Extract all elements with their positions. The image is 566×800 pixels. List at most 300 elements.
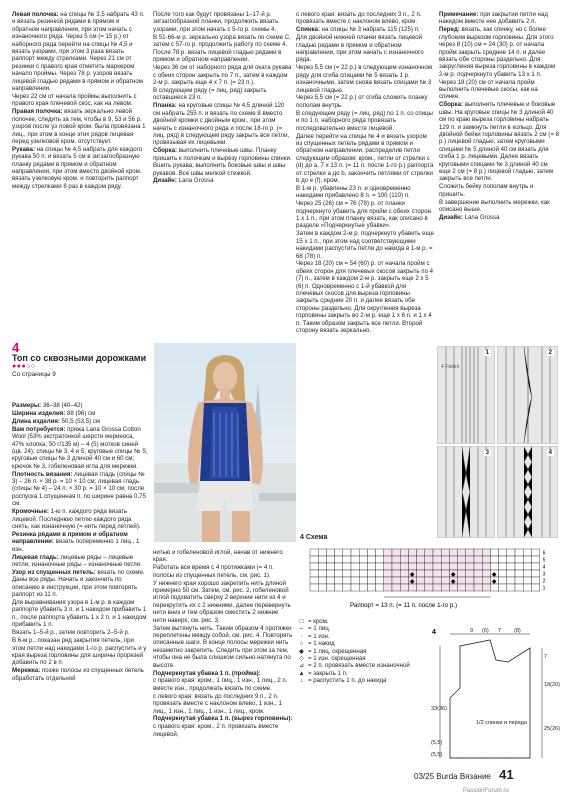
chart-cell: [417, 563, 425, 570]
chart-row-number: 5: [542, 557, 546, 564]
paragraph-heading: Вам потребуется:: [12, 425, 66, 433]
chart-cell: [335, 556, 343, 563]
chart-cell: [326, 577, 334, 584]
paragraph-text: лицевые ряды – лицевые петли, изнаночные ряды – изнаночные петли.: [12, 553, 142, 569]
legend-symbol: ◇: [299, 655, 304, 663]
chart-cell: [482, 584, 490, 591]
chart-cell: [433, 556, 441, 563]
legend-text: = 2 п. провязать вместе изнаночной: [308, 662, 410, 670]
chart-cell: [359, 577, 367, 584]
chart-cell: [417, 556, 425, 563]
paragraph-text: с левого края: вязать до последних 9 п., 2 п. провязать вместе с наклоном влево, 1 изн., 1 лиц., 1 изн., 1 лиц., 1 изн., 1 лиц., кром.: [153, 692, 282, 715]
paragraph: [12, 508, 148, 530]
paragraph-text: Сложить бейку пополам внутрь и пришить.: [439, 183, 534, 198]
chart-cell: [490, 556, 498, 563]
paragraph: [153, 677, 293, 692]
paragraph: [439, 183, 559, 198]
paragraph: [439, 26, 559, 78]
paragraph-text: нитью и гобеленовой иглой, начав от нижнего края.: [153, 549, 283, 564]
paragraph-text: Через 18 (20) см от начала пройм выполнить плечевые скосы, как на спинке.: [439, 78, 538, 101]
chart-cell: [359, 556, 367, 563]
chart-cell: [523, 563, 531, 570]
model-photo: [154, 343, 296, 542]
schema-title: 4 Схема: [300, 534, 328, 541]
chart-cell: [392, 584, 400, 591]
chart-row-number: 1: [542, 585, 546, 592]
paragraph-text: Для выравнивания узора в 1-м р. в каждом раппорте убавить 3 п. и 1 накидом прибавить 1 п., после раппорта убавить 1 х 2 п. и 1 накидом прибавить 1 п.: [12, 599, 147, 629]
chart-cell: [482, 577, 490, 584]
chart-cell: [326, 563, 334, 570]
chart-cell: [326, 556, 334, 563]
chart-cell: [458, 556, 466, 563]
chart-symbol: ◆: [491, 579, 497, 585]
chart-cell: [318, 549, 326, 556]
chart-cell: [310, 563, 318, 570]
chart-cell: [449, 584, 457, 591]
chart-cell: [400, 584, 408, 591]
figure-1-number: 1: [485, 350, 489, 356]
chart-symbol: ◆: [450, 572, 456, 578]
paragraph-text: 1-ю п. каждого ряда вязать лицевой. Последнюю петлю каждого ряда снять, как изнаночную (= нить перед петлей).: [12, 508, 141, 530]
legend-symbol: ○: [299, 640, 304, 648]
paragraph: [296, 94, 434, 109]
chart-cell: [482, 549, 490, 556]
column-1-bottom: [12, 402, 148, 682]
chart-cell: [490, 584, 498, 591]
figure-2-number: 2: [548, 350, 552, 356]
paragraph-text: лицевая гладь (спицы № 3) – 26 п. × 38 р. = 10 × 10 см; лицевая гладь (спицы № 4) – 24 п. × 30 р. = 10 × 10 см; после роспуска 1 спущенная п. по ширине равна 0,75 см.: [12, 470, 146, 508]
chart-cell: [335, 584, 343, 591]
chart-cell: [474, 577, 482, 584]
chart-cell: [318, 563, 326, 570]
chart-cell: [466, 556, 474, 563]
page-number: 41: [499, 767, 514, 782]
chart-cell: [523, 549, 531, 556]
paragraph: [12, 418, 148, 425]
chart-cell: [441, 556, 449, 563]
chart-symbol: ◆: [491, 572, 497, 578]
chart-cell: [523, 584, 531, 591]
legend-symbol: □: [299, 618, 304, 625]
chart-cell: [335, 549, 343, 556]
paragraph-text: с левого края: вязать до последних 3 п., 2 п. провязать вместе с наклоном влево, кром.: [296, 11, 422, 26]
pattern-label-right-1: 18(20): [544, 682, 560, 688]
chart-cell: [433, 570, 441, 577]
paragraph-heading: Размеры:: [12, 402, 42, 409]
chart-cell: [343, 570, 351, 577]
paragraph: [153, 102, 293, 146]
chart-cell: [441, 577, 449, 584]
paragraph: [12, 471, 148, 508]
chart-cell: [433, 563, 441, 570]
magazine-name: Burda Вязание: [436, 772, 491, 781]
pattern-label-left-0: 33(36): [431, 706, 447, 712]
paragraph-text: Через 5,5 см (= 22 р.) в следующем изнаночном ряду для сгиба спицами № 5 вязать 1 р. изнаночными, затем снова вязать спицами № 3 лицевой гладью.: [296, 64, 433, 94]
chart-cell: [318, 577, 326, 584]
chart-cell: [351, 584, 359, 591]
chart-cell: [458, 563, 466, 570]
legend-symbol: ◆: [299, 647, 304, 655]
chart-cell: [343, 584, 351, 591]
figure-1: [437, 346, 495, 444]
paragraph: [153, 564, 293, 579]
chart-cell: [474, 549, 482, 556]
paragraph-text: на спицы № 4,5 набрать для каждого рукава 50 п. и вязать 5 см в зигзагообразную планку рядами в прямом и обратном направлении, при этом вместо двойной кром. вязать узелковую кром. и повторить раппорт между стрелками 8 раз в каждом ряду.: [12, 145, 143, 190]
paragraph: [153, 723, 293, 738]
chart-cell: [376, 570, 384, 577]
paragraph-text: с правого края: кром., 1 лиц., 1 изн., 1 лиц., 2 п. вместе изн., продолжать вязать по схеме.: [153, 677, 288, 692]
legend-text: = 1 изн. скрещенная: [308, 655, 366, 663]
chart-cell: [425, 570, 433, 577]
paragraph: [12, 93, 148, 108]
paragraph-text: Вязать 1–5-й р., затем повторить 2–5-й р.: [12, 629, 130, 637]
chart-cell: [351, 549, 359, 556]
chart-cell: [499, 549, 507, 556]
knit-texture-4: [498, 447, 557, 537]
figure-4-number: 4: [548, 450, 552, 456]
chart-cell: [515, 549, 523, 556]
legend-text: = 1 изн.: [308, 632, 330, 640]
chart-cell: [376, 563, 384, 570]
chart-cell: [318, 584, 326, 591]
site-watermark: PassionForum.ru: [463, 788, 509, 794]
chart-cell: [458, 577, 466, 584]
paragraph-text: 50,5 (53,5) см: [59, 417, 101, 425]
paragraph: [439, 214, 559, 221]
chart-cell: [490, 563, 498, 570]
paragraph: [439, 101, 559, 182]
figure-4: [497, 446, 558, 538]
chart-cell: [351, 556, 359, 563]
paragraph: [153, 625, 293, 669]
chart-cell: [466, 570, 474, 577]
figure-1-label: 4 Fäden: [441, 364, 460, 370]
chart-cell: [376, 549, 384, 556]
chart-cell: [318, 556, 326, 563]
paragraph-text: позже полосы из спущенных петель обработать отдельной: [12, 667, 144, 682]
paragraph-text: Для двойной нижней планки вязать лицевой гладью рядами в прямом и обратном направлении, при этом начать с изнаночного ряда.: [296, 34, 424, 64]
chart-cell: [335, 563, 343, 570]
paragraph-heading: Узор из спущенных петель:: [12, 568, 96, 576]
paragraph-heading: Сборка:: [153, 147, 177, 155]
chart-cell: [507, 556, 515, 563]
paragraph-text: вязать, как спинку, но с более глубоким вырезом горловины. Для этого через 8 (10) см = 24 (30) р. от начала пройм закрыть средние 14 п. и далее вязать обе стороны раздельно. Для закругления выреза горловины в каждом 2-м р. подчеркнуто убавить 13 х 1 п.: [439, 26, 556, 78]
chart-cell: [425, 577, 433, 584]
model-photo-image: [154, 343, 296, 542]
knit-texture-3: [438, 447, 494, 537]
paragraph-text: Работать все время с 4 протяжками (= 4 п. полосы из спущенных петель, см. рис. 1).: [153, 564, 274, 579]
chart-cell: [507, 570, 515, 577]
paragraph-heading: Плотность вязания:: [12, 470, 73, 478]
paragraph-text: В следующем ряду (= лиц. ряд) закрыть оставшиеся 23 п.: [153, 87, 267, 102]
paragraph-text: на круговые спицы № 4,5 длиной 120 см набрать 255 п. и вязать по схеме 8 вместо двойной кромки с двойным кром., при этом начать с изнаночного ряда и после 18-го р. (= лиц. ряд) в следующем ряду закрыть все петли, провязывая их лицевыми.: [153, 102, 290, 147]
legend-row: [295, 618, 410, 625]
figure-2: [497, 346, 558, 444]
chart-cell: [318, 570, 326, 577]
paragraph-text: на спицы № 3 набрать 115 (125) п.: [319, 26, 420, 34]
paragraph-heading: Спинка:: [296, 26, 320, 34]
legend-symbol: ⊿: [298, 662, 305, 670]
chart-cell: [408, 556, 416, 563]
chart-cell: [417, 577, 425, 584]
chart-cell: [433, 577, 441, 584]
chart-cell: [408, 584, 416, 591]
paragraph: [153, 49, 293, 64]
paragraph-text: В 1-м р. убавлены 23 п. и одновременно накидами прибавлено 8 п. = 100 (110) п.: [296, 184, 411, 200]
chart-cell: [400, 549, 408, 556]
chart-cell: [515, 570, 523, 577]
chart-cell: [384, 570, 392, 577]
paragraph: [12, 531, 148, 553]
chart-cell: [310, 584, 318, 591]
chart-cell: [400, 563, 408, 570]
paragraph-text: 36–38 (40–42): [41, 402, 83, 409]
chart-cell: [367, 549, 375, 556]
chart-cell: [351, 570, 359, 577]
legend-row: [295, 640, 410, 647]
chart-cell: [474, 584, 482, 591]
paragraph: [296, 110, 434, 132]
pattern-label-left-2: (5,5): [431, 752, 443, 758]
legend-text: = кром.: [308, 618, 329, 625]
chart-cell: [466, 549, 474, 556]
issue-number: 03/25: [414, 772, 435, 781]
chart-cell: [507, 584, 515, 591]
chart-cell: [531, 563, 539, 570]
paragraph-heading: Сборка:: [439, 101, 463, 109]
paragraph: [12, 569, 148, 599]
legend-row: [295, 648, 410, 655]
chart-cell: [343, 577, 351, 584]
chart-cell: [343, 549, 351, 556]
paragraph: [296, 34, 434, 64]
chart-cell: [449, 556, 457, 563]
chart-cell: [441, 584, 449, 591]
paragraph-heading: Подчеркнутая убавка 1 п. (вырез горловины):: [153, 715, 293, 723]
paragraph: [12, 667, 148, 682]
chart-cell: [310, 549, 318, 556]
paragraph: [12, 629, 148, 636]
paragraph: [439, 11, 559, 26]
chart-cell: [376, 577, 384, 584]
chart-cell: [392, 570, 400, 577]
figure-3-number: 3: [485, 450, 489, 456]
paragraph: [439, 199, 559, 214]
column-1-top: [12, 11, 148, 190]
paragraph: [296, 200, 434, 230]
section-title: Топ со сквозными дорожками: [12, 353, 147, 364]
chart-cell: [343, 563, 351, 570]
chart-cell: [351, 577, 359, 584]
paragraph-heading: Рукава:: [12, 145, 35, 153]
chart-cell: [515, 584, 523, 591]
chart-rapport-label: Раппорт = 13 п. (= 11 п. после 1-го р.): [350, 602, 458, 609]
chart-cell: [359, 563, 367, 570]
chart-cell: [433, 549, 441, 556]
chart-cell: [392, 577, 400, 584]
chart-legend: [295, 618, 410, 685]
paragraph-heading: Левая полочка:: [12, 11, 59, 18]
knitting-chart: [296, 543, 564, 611]
chart-row-number: 3: [542, 571, 546, 578]
chart-cell: [507, 549, 515, 556]
paragraph-heading: Правая полочка:: [12, 108, 63, 116]
legend-row: [295, 670, 410, 677]
paragraph-text: вязать по схеме. Даны все ряды. Начать и закончить по описанию в инструкции, при этом повторять раппорт из 11 п.: [12, 568, 145, 599]
paragraph: [153, 11, 293, 33]
pattern-center-label: 1/2 спинки и переда: [476, 720, 527, 726]
column-2-top: [153, 11, 293, 185]
chart-cell: [408, 549, 416, 556]
chart-cell: [474, 556, 482, 563]
chart-cell: [458, 570, 466, 577]
chart-cell: [384, 584, 392, 591]
chart-cell: [359, 584, 367, 591]
chart-row-number: 4: [542, 564, 546, 571]
chart-cell: [523, 577, 531, 584]
paragraph-text: с правого края: кром., 2 п. провязать вместе лицевой;: [153, 723, 279, 738]
paragraph: [153, 177, 293, 184]
chart-cell: [310, 556, 318, 563]
chart-cell: [326, 549, 334, 556]
chart-cell: [482, 563, 490, 570]
section-number: 4: [12, 340, 20, 355]
chart-cell: [531, 549, 539, 556]
chart-row-number: 2: [542, 578, 546, 585]
chart-cell: [499, 556, 507, 563]
chart-cell: [531, 556, 539, 563]
knit-texture-1: [438, 347, 494, 443]
chart-cell: [400, 577, 408, 584]
paragraph: [12, 426, 148, 470]
pattern-label-right-0: 7: [544, 654, 548, 660]
pattern-label-right-2: 25(26): [544, 726, 560, 732]
chart-cell: [507, 563, 515, 570]
paragraph-text: Через 25 (26) см = 76 (78) р. от планки подчеркнуто убавить для пройм с обеих сторон 1 х 1 п., при этом планку вязать, как описано в разделе «Подчеркнутые убавки».: [296, 200, 431, 230]
paragraph: [296, 11, 434, 26]
legend-symbol: ▲: [298, 669, 305, 677]
paragraph: [296, 260, 434, 334]
chart-cell: [433, 584, 441, 591]
chart-cell: [458, 549, 466, 556]
paragraph-heading: Длина изделия:: [12, 417, 60, 425]
chart-cell: [310, 577, 318, 584]
chart-cell: [367, 556, 375, 563]
chart-cell: [351, 563, 359, 570]
chart-cell: [515, 563, 523, 570]
paragraph-text: вязать зеркально левой полочке, следить за тем, чтобы в 9, 53 и 56 р. узоров после уз ловой кром. была провязана 1 лиц., при этом в конце этих рядов лицевая перед узелковой кром. отсутствует.: [12, 108, 146, 145]
paragraph-heading: Дизайн:: [439, 213, 463, 221]
chart-cell: [425, 549, 433, 556]
chart-cell: [310, 570, 318, 577]
paragraph-text: 88 (96) см: [65, 409, 96, 417]
chart-cell: [417, 549, 425, 556]
page-footer: [414, 767, 514, 782]
chart-cell: [507, 577, 515, 584]
paragraph-heading: Ширина изделия:: [12, 409, 66, 417]
pattern-label-top-0: 9: [470, 628, 474, 634]
chart-cell: [523, 556, 531, 563]
paragraph: [12, 410, 148, 417]
paragraph-text: Через 22 см от начала проймы выполнить с правого края плечевой скос, как на левом.: [12, 92, 137, 108]
chart-cell: [499, 584, 507, 591]
paragraph-text: В 6-м р., показан ряд закрытия петель, при этом петли над накидами 1-го р. распустить и у края выреза горловины для ширины прорезей добавить по 2 в п.: [12, 637, 147, 667]
pattern-label-left-1: (5,5): [431, 740, 443, 746]
chart-cell: [343, 556, 351, 563]
legend-row: [295, 625, 410, 632]
chart-cell: [449, 549, 457, 556]
legend-text: = закрыть 1 п.: [308, 669, 348, 677]
paragraph-text: выполнить плечевые швы. Планку пришить к полочкам и вырезу горловины спинки. Вшить рукава, выполнить боковые швы и швы рукавов. Все швы мелкой стежкой.: [153, 147, 292, 177]
paragraph-text: вязать попеременно 1 лиц., 1 изн.: [12, 538, 140, 553]
paragraph-text: После того как будут провязаны 1–17-й р. зигзагообразной планки, продолжить вязать узорами, при этом начать с 5-го р. схемы 4.: [153, 11, 279, 33]
paragraph: [296, 64, 434, 94]
chart-symbol: ◆: [409, 572, 415, 578]
paragraph-text: Lana Grossa: [462, 213, 500, 221]
chart-cell: [482, 556, 490, 563]
pattern-label-top-2: 7: [498, 628, 502, 634]
chart-cell: [474, 563, 482, 570]
legend-row: [295, 655, 410, 662]
chart-cell: [441, 549, 449, 556]
chart-cell: [392, 549, 400, 556]
legend-symbol: ·: [300, 632, 303, 640]
legend-text: = 1 лиц. скрещенная: [308, 647, 367, 655]
paragraph-heading: Подчеркнутая убавка 1 п. (пройма):: [153, 669, 261, 677]
column-3: [296, 11, 434, 334]
paragraph: [12, 146, 148, 190]
chart-cell: [335, 577, 343, 584]
figure-3: [437, 446, 495, 538]
paragraph: [153, 34, 293, 49]
paragraph-text: на спицы № 3,5 набрать 43 п. и вязать резинкой рядами в прямом и обратном направлении, при этом начать с изнаночного ряда. Через 5 см (= 15 р.) от наборного ряда перейти на спицы № 4,5 и вязать узорами, при этом 3 раза вязать раппорт между стрелками. Через 21 см от резинки с правого края отметить маркером начало проймы. Через 78 р. узоров вязать лицевой гладью рядами в прямом и обратном направлении.: [12, 11, 145, 93]
chart-cell: [474, 570, 482, 577]
chart-cell: [392, 556, 400, 563]
paragraph-heading: Лицевая гладь:: [12, 553, 59, 561]
chart-cell: [417, 570, 425, 577]
legend-text: = 1 накид: [308, 640, 335, 648]
page-reference: Со страницы 9: [12, 370, 56, 378]
chart-cell: [326, 584, 334, 591]
paragraph: [12, 11, 148, 92]
paragraph: [12, 554, 148, 569]
pattern-number: 4: [432, 629, 436, 636]
legend-symbol: ↓: [299, 677, 304, 685]
chart-cell: [376, 584, 384, 591]
column-2-bottom: [153, 549, 293, 738]
chart-cell: [326, 570, 334, 577]
chart-cell: [417, 584, 425, 591]
chart-cell: [499, 570, 507, 577]
chart-cell: [490, 549, 498, 556]
paragraph: [296, 26, 434, 33]
chart-cell: [359, 570, 367, 577]
chart-cell: [335, 570, 343, 577]
paragraph: [153, 147, 293, 177]
chart-symbol: ◆: [450, 579, 456, 585]
paragraph-text: при закрытии петли над накидом вместе нее добавить 2 п.: [439, 11, 548, 26]
legend-row: [295, 677, 410, 684]
chart-cell: [482, 570, 490, 577]
chart-cell: [441, 563, 449, 570]
chart-cell: [367, 563, 375, 570]
paragraph: [12, 637, 148, 667]
legend-text: = распустить 1 п. до накида: [308, 677, 387, 685]
paragraph-text: Lana Grossa: [176, 177, 214, 185]
legend-row: [295, 633, 410, 640]
paragraph-heading: Перед:: [439, 26, 460, 34]
paragraph-text: Затем в каждом 2-м р. подчеркнуто убавить еще 15 х 1 п., при этом над соответствующими накидами распустить петли до накида в 1-м р. = 68 (78) п.: [296, 230, 434, 260]
